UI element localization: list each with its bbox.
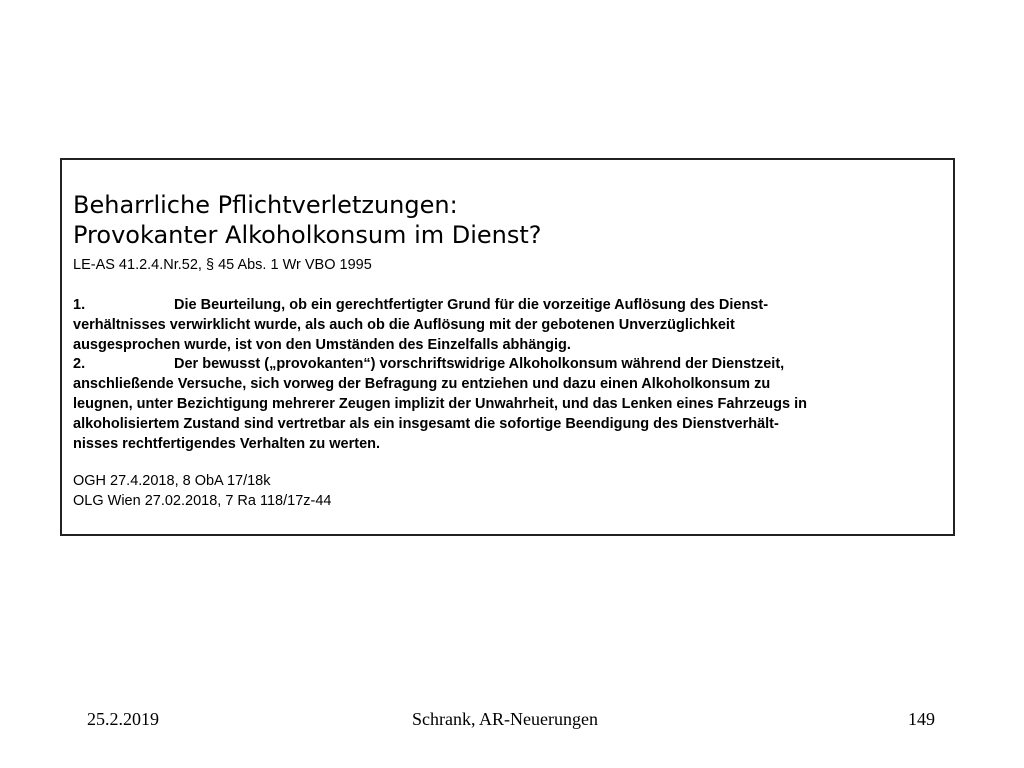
point-2-line: anschließende Versuche, sich vorweg der Befragung zu entziehen und dazu einen Alkoholkonsum zu [73, 376, 771, 393]
footer-page-number: 149 [908, 709, 935, 729]
point-1-line: verhältnisses verwirklicht wurde, als auch ob die Auflösung mit der gebotenen Unverzüglichkeit [73, 316, 735, 333]
point-1-text: Die Beurteilung, ob ein gerechtfertigter Grund für die vorzeitige Auflösung des Dienst- [174, 297, 769, 313]
point-2-line: alkoholisiertem Zustand sind vertretbar als ein insgesamt die sofortige Beendigung des Dienstverhält- [73, 415, 779, 432]
citations [73, 472, 331, 511]
point-1-line [73, 296, 948, 316]
footer-title: Schrank, AR-Neuerungen [412, 709, 598, 729]
point-2-number: 2. [73, 356, 86, 373]
citation-ogh: OGH 27.4.2018, 8 ObA 17/18k [73, 473, 271, 489]
point-1-line: ausgesprochen wurde, ist von den Umständen des Einzelfalls abhängig. [73, 336, 571, 353]
title-line-1: Beharrliche Pflichtverletzungen: [73, 191, 458, 219]
points-list [73, 296, 948, 454]
title-line-2: Provokanter Alkoholkonsum im Dienst? [73, 221, 542, 249]
point-1-number: 1. [73, 297, 86, 313]
slide-title [73, 190, 542, 250]
legal-reference: LE-AS 41.2.4.Nr.52, § 45 Abs. 1 Wr VBO 1995 [73, 257, 372, 273]
point-2-text: Der bewusst („provokanten“) vorschriftswidrige Alkoholkonsum während der Dienstzeit, [174, 356, 785, 373]
content-box [60, 158, 955, 536]
point-2-line: nisses rechtfertigendes Verhalten zu werten. [73, 435, 381, 452]
citation-olg: OLG Wien 27.02.2018, 7 Ra 118/17z-44 [73, 492, 332, 509]
footer-date: 25.2.2019 [87, 709, 159, 729]
point-2-line [73, 355, 948, 375]
point-2-line: leugnen, unter Bezichtigung mehrerer Zeugen implizit der Unwahrheit, und das Lenken eines Fahrzeugs in [73, 395, 807, 412]
